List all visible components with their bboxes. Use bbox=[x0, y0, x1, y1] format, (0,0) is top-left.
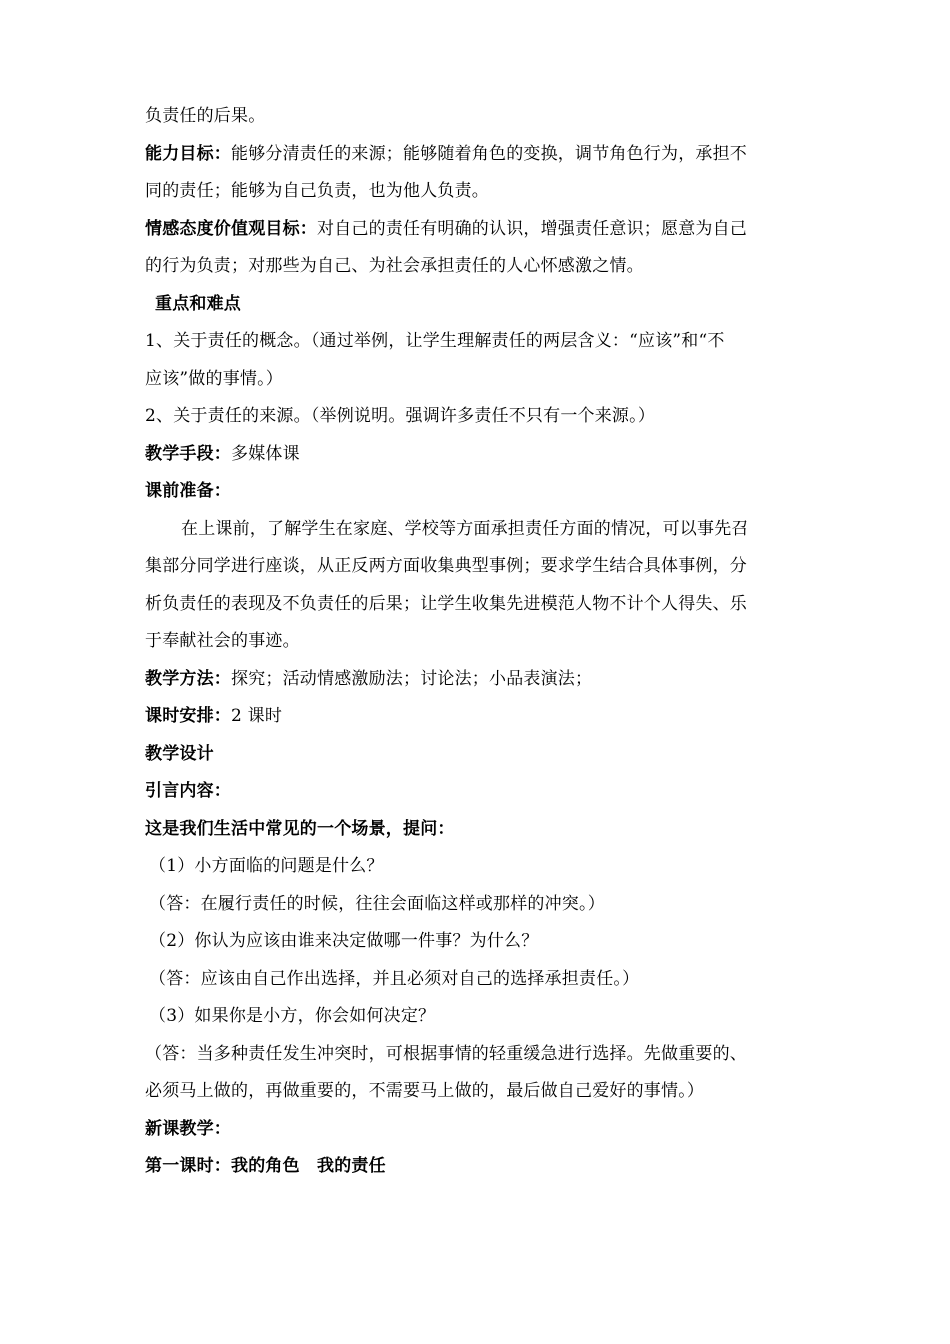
question-line: （1）小方面临的问题是什么？ bbox=[149, 856, 384, 876]
text-line: 的行为负责；对那些为自己、为社会承担责任的人心怀感激之情。 bbox=[145, 256, 644, 276]
teaching-methods-line: 教学方法：探究；活动情感激励法；讨论法；小品表演法； bbox=[145, 668, 593, 689]
teaching-means-line: 教学手段：多媒体课 bbox=[145, 443, 300, 464]
answer-line: （答：应该由自己作出选择，并且必须对自己的选择承担责任。） bbox=[149, 968, 640, 989]
text-line: 1、关于责任的概念。（通过举例，让学生理解责任的两层含义：“应该”和“不 bbox=[145, 331, 725, 351]
document-body bbox=[145, 98, 815, 1186]
paragraph-line: 集部分同学进行座谈，从正反两方面收集典型事例；要求学生结合具体事例，分 bbox=[145, 556, 747, 576]
question-prompt-heading: 这是我们生活中常见的一个场景，提问： bbox=[145, 818, 455, 839]
paragraph-line: 在上课前，了解学生在家庭、学校等方面承担责任方面的情况，可以事先召 bbox=[181, 518, 749, 539]
section-heading-preparation: 课前准备： bbox=[145, 481, 231, 501]
question-line: （2）你认为应该由谁来决定做哪一件事？为什么？ bbox=[149, 931, 539, 951]
question-line: （3）如果你是小方，你会如何决定？ bbox=[149, 1006, 436, 1026]
answer-line: （答：在履行责任的时候，往往会面临这样或那样的冲突。） bbox=[149, 893, 605, 914]
section-heading-design: 教学设计 bbox=[145, 743, 214, 764]
text-line: 2、关于责任的来源。（举例说明。强调许多责任不只有一个来源。） bbox=[145, 406, 656, 426]
text-line: 应该”做的事情。） bbox=[145, 368, 283, 389]
lesson-title: 第一课时：我的角色 我的责任 bbox=[145, 1156, 386, 1176]
text-line: 同的责任；能够为自己负责，也为他人负责。 bbox=[145, 181, 489, 201]
paragraph-line: 析负责任的表现及不负责任的后果；让学生收集先进模范人物不计个人得失、乐 bbox=[145, 593, 747, 614]
answer-line: （答：当多种责任发生冲突时，可根据事情的轻重缓急进行选择。先做重要的、 bbox=[145, 1043, 747, 1064]
section-heading-key-points: 重点和难点 bbox=[155, 293, 241, 314]
text-line: 负责任的后果。 bbox=[145, 106, 266, 126]
schedule-line: 课时安排：2 课时 bbox=[145, 706, 283, 726]
paragraph-line: 于奉献社会的事迹。 bbox=[145, 631, 300, 651]
section-heading-intro: 引言内容： bbox=[145, 781, 231, 801]
answer-line: 必须马上做的，再做重要的，不需要马上做的，最后做自己爱好的事情。） bbox=[145, 1081, 705, 1101]
goal-ability-line: 能力目标：能够分清责任的来源；能够随着角色的变换，调节角色行为，承担不 bbox=[145, 143, 747, 164]
section-heading-new-lesson: 新课教学： bbox=[145, 1118, 231, 1139]
goal-attitude-line: 情感态度价值观目标：对自己的责任有明确的认识，增强责任意识；愿意为自己 bbox=[145, 218, 747, 239]
